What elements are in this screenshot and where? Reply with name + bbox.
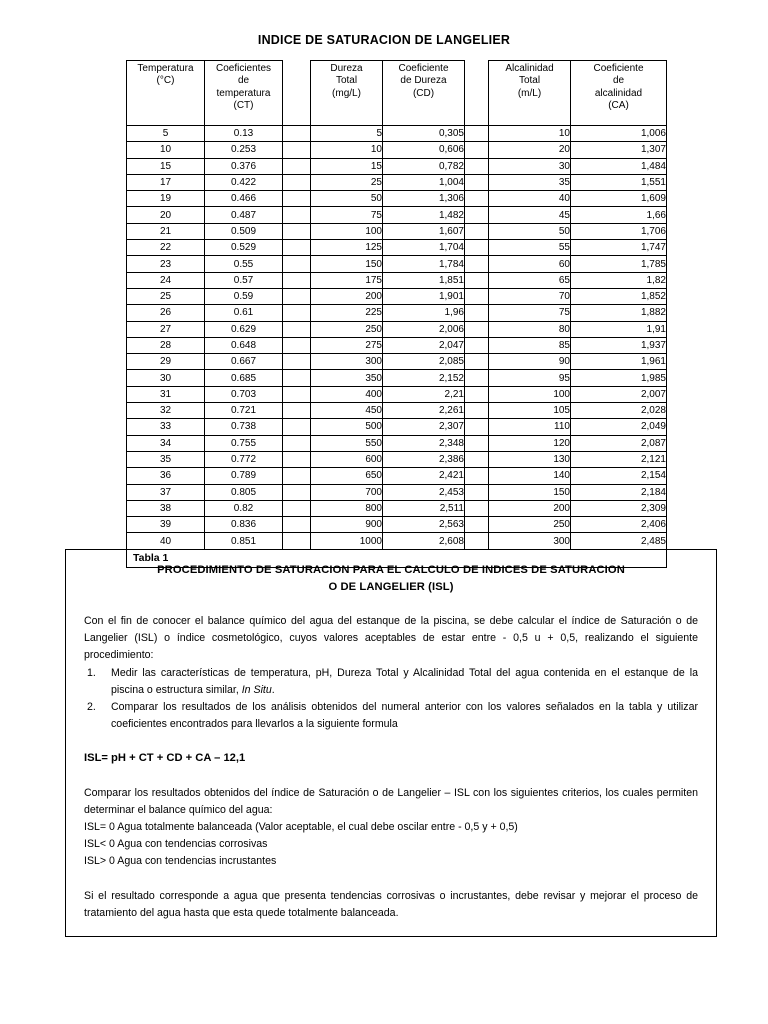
cell-spacer-1 <box>283 435 311 451</box>
procedure-title-line2: O DE LANGELIER (ISL) <box>328 581 454 593</box>
table-row <box>127 419 667 435</box>
cell-spacer-2 <box>465 370 489 386</box>
cell-alcalinidad-total: 105 <box>489 403 571 419</box>
cell-coeficiente-temperatura: 0.836 <box>205 517 283 533</box>
cell-coeficiente-temperatura: 0.755 <box>205 435 283 451</box>
cell-coeficiente-dureza: 0,606 <box>383 142 465 158</box>
cell-spacer-2 <box>465 288 489 304</box>
header-temperatura <box>127 61 205 126</box>
cell-spacer-1 <box>283 191 311 207</box>
header-coeficiente-alcalinidad <box>571 61 667 126</box>
spacer-before-closing <box>84 871 698 888</box>
table-row <box>127 386 667 402</box>
table-row <box>127 191 667 207</box>
cell-temperatura: 30 <box>127 370 205 386</box>
cell-coeficiente-temperatura: 0.851 <box>205 533 283 549</box>
cell-dureza-total: 800 <box>311 500 383 516</box>
cell-spacer-1 <box>283 207 311 223</box>
cell-alcalinidad-total: 130 <box>489 451 571 467</box>
cell-coeficiente-dureza: 0,305 <box>383 126 465 142</box>
cell-alcalinidad-total: 60 <box>489 256 571 272</box>
procedure-step-1 <box>84 665 698 699</box>
cell-spacer-1 <box>283 305 311 321</box>
header-ca-line3: alcalinidad <box>594 87 643 99</box>
cell-coeficiente-dureza: 1,306 <box>383 191 465 207</box>
cell-spacer-1 <box>283 240 311 256</box>
procedure-body <box>84 613 698 922</box>
table-caption: Tabla 1 <box>127 549 667 567</box>
cell-alcalinidad-total: 120 <box>489 435 571 451</box>
cell-dureza-total: 25 <box>311 174 383 190</box>
cell-spacer-1 <box>283 223 311 239</box>
cell-coeficiente-alcalinidad: 2,309 <box>571 500 667 516</box>
table-row <box>127 142 667 158</box>
cell-coeficiente-dureza: 2,453 <box>383 484 465 500</box>
cell-temperatura: 36 <box>127 468 205 484</box>
cell-coeficiente-dureza: 2,348 <box>383 435 465 451</box>
cell-coeficiente-alcalinidad: 1,937 <box>571 337 667 353</box>
cell-coeficiente-alcalinidad: 2,184 <box>571 484 667 500</box>
cell-spacer-2 <box>465 468 489 484</box>
header-alcalinidad-line2: Total <box>518 75 541 87</box>
table-row <box>127 321 667 337</box>
cell-alcalinidad-total: 250 <box>489 517 571 533</box>
cell-alcalinidad-total: 35 <box>489 174 571 190</box>
cell-coeficiente-alcalinidad: 1,484 <box>571 158 667 174</box>
cell-spacer-2 <box>465 419 489 435</box>
cell-coeficiente-temperatura: 0.805 <box>205 484 283 500</box>
cell-coeficiente-dureza: 2,006 <box>383 321 465 337</box>
cell-coeficiente-temperatura: 0.629 <box>205 321 283 337</box>
cell-spacer-2 <box>465 403 489 419</box>
cell-dureza-total: 275 <box>311 337 383 353</box>
cell-alcalinidad-total: 20 <box>489 142 571 158</box>
cell-alcalinidad-total: 150 <box>489 484 571 500</box>
step-1-text-italic: In Situ <box>241 683 272 696</box>
cell-coeficiente-dureza: 1,901 <box>383 288 465 304</box>
header-cd-line3: (CD) <box>412 87 435 99</box>
cell-coeficiente-temperatura: 0.721 <box>205 403 283 419</box>
table-row <box>127 435 667 451</box>
cell-coeficiente-alcalinidad: 1,551 <box>571 174 667 190</box>
cell-temperatura: 38 <box>127 500 205 516</box>
cell-coeficiente-alcalinidad: 1,852 <box>571 288 667 304</box>
criteria-intro: Comparar los resultados obtenidos del índice de Saturación o de Langelier – ISL con los siguientes criterios, los cuales permiten determinar el balance químico del agua: <box>84 786 698 816</box>
cell-alcalinidad-total: 100 <box>489 386 571 402</box>
isl-formula: ISL= pH + CT + CD + CA – 12,1 <box>84 752 246 765</box>
cell-alcalinidad-total: 85 <box>489 337 571 353</box>
page-title: INDICE DE SATURACION DE LANGELIER <box>257 33 511 47</box>
cell-coeficiente-alcalinidad: 1,307 <box>571 142 667 158</box>
cell-dureza-total: 5 <box>311 126 383 142</box>
cell-spacer-2 <box>465 174 489 190</box>
cell-temperatura: 19 <box>127 191 205 207</box>
step-1-number: 1. <box>87 666 96 679</box>
cell-dureza-total: 450 <box>311 403 383 419</box>
cell-spacer-2 <box>465 191 489 207</box>
cell-coeficiente-alcalinidad: 1,706 <box>571 223 667 239</box>
cell-coeficiente-dureza: 2,563 <box>383 517 465 533</box>
cell-temperatura: 21 <box>127 223 205 239</box>
cell-dureza-total: 700 <box>311 484 383 500</box>
cell-alcalinidad-total: 50 <box>489 223 571 239</box>
cell-spacer-2 <box>465 305 489 321</box>
procedure-title <box>84 562 698 596</box>
cell-temperatura: 15 <box>127 158 205 174</box>
cell-spacer-2 <box>465 451 489 467</box>
cell-dureza-total: 175 <box>311 272 383 288</box>
cell-temperatura: 29 <box>127 354 205 370</box>
cell-dureza-total: 250 <box>311 321 383 337</box>
cell-temperatura: 25 <box>127 288 205 304</box>
cell-coeficiente-dureza: 1,482 <box>383 207 465 223</box>
criteria-item-1: ISL< 0 Agua con tendencias corrosivas <box>84 838 268 851</box>
cell-coeficiente-dureza: 2,511 <box>383 500 465 516</box>
step-1-text-a: Medir las características de temperatura, pH, Dureza Total y Alcalinidad Total del agua contenida en el estanque de la piscina o estructura similar, <box>111 666 698 696</box>
table-row <box>127 370 667 386</box>
header-spacer-2 <box>465 61 489 126</box>
table-row <box>127 468 667 484</box>
cell-spacer-1 <box>283 484 311 500</box>
header-cd-line1: Coeficiente <box>398 63 449 74</box>
step-1-text-b: . <box>271 683 275 696</box>
table-header-row <box>127 61 667 126</box>
cell-coeficiente-temperatura: 0.509 <box>205 223 283 239</box>
cell-coeficiente-alcalinidad: 1,985 <box>571 370 667 386</box>
cell-spacer-1 <box>283 403 311 419</box>
criteria-item-2: ISL> 0 Agua con tendencias incrustantes <box>84 855 277 868</box>
header-ct-line2: de <box>237 75 250 87</box>
table-row <box>127 256 667 272</box>
header-dureza-line1: Dureza <box>330 63 363 74</box>
cell-dureza-total: 900 <box>311 517 383 533</box>
cell-dureza-total: 75 <box>311 207 383 223</box>
cell-spacer-1 <box>283 451 311 467</box>
cell-coeficiente-dureza: 2,421 <box>383 468 465 484</box>
cell-temperatura: 39 <box>127 517 205 533</box>
table-row <box>127 337 667 353</box>
step-2-number: 2. <box>87 701 96 714</box>
cell-spacer-2 <box>465 223 489 239</box>
cell-coeficiente-dureza: 0,782 <box>383 158 465 174</box>
cell-coeficiente-temperatura: 0.13 <box>205 126 283 142</box>
cell-spacer-2 <box>465 256 489 272</box>
cell-coeficiente-alcalinidad: 1,006 <box>571 126 667 142</box>
cell-spacer-1 <box>283 370 311 386</box>
cell-temperatura: 28 <box>127 337 205 353</box>
header-dureza-line3: (mg/L) <box>332 87 361 99</box>
cell-coeficiente-temperatura: 0.703 <box>205 386 283 402</box>
cell-coeficiente-alcalinidad: 2,087 <box>571 435 667 451</box>
cell-coeficiente-temperatura: 0.82 <box>205 500 283 516</box>
cell-coeficiente-temperatura: 0.772 <box>205 451 283 467</box>
table-row <box>127 223 667 239</box>
cell-spacer-1 <box>283 126 311 142</box>
cell-coeficiente-alcalinidad: 1,785 <box>571 256 667 272</box>
cell-spacer-2 <box>465 337 489 353</box>
cell-alcalinidad-total: 55 <box>489 240 571 256</box>
cell-dureza-total: 50 <box>311 191 383 207</box>
cell-temperatura: 37 <box>127 484 205 500</box>
cell-alcalinidad-total: 45 <box>489 207 571 223</box>
cell-dureza-total: 10 <box>311 142 383 158</box>
cell-spacer-2 <box>465 240 489 256</box>
cell-spacer-2 <box>465 272 489 288</box>
cell-spacer-1 <box>283 174 311 190</box>
cell-alcalinidad-total: 300 <box>489 533 571 549</box>
cell-alcalinidad-total: 30 <box>489 158 571 174</box>
table-row <box>127 288 667 304</box>
cell-coeficiente-dureza: 2,261 <box>383 403 465 419</box>
cell-spacer-1 <box>283 419 311 435</box>
cell-spacer-1 <box>283 337 311 353</box>
table-row <box>127 451 667 467</box>
cell-coeficiente-dureza: 2,047 <box>383 337 465 353</box>
cell-temperatura: 17 <box>127 174 205 190</box>
cell-dureza-total: 550 <box>311 435 383 451</box>
cell-alcalinidad-total: 80 <box>489 321 571 337</box>
cell-dureza-total: 150 <box>311 256 383 272</box>
cell-coeficiente-alcalinidad: 2,049 <box>571 419 667 435</box>
procedure-intro: Con el fin de conocer el balance químico del agua del estanque de la piscina, se debe calcular el índice de Saturación o de Langelier (ISL) o índice cosmetológico, cuyos valores aceptables de estar entre - 0,5 u + 0,5, realizando el siguiente procedimiento: <box>84 615 698 662</box>
cell-dureza-total: 350 <box>311 370 383 386</box>
cell-coeficiente-alcalinidad: 1,609 <box>571 191 667 207</box>
cell-spacer-1 <box>283 272 311 288</box>
cell-coeficiente-alcalinidad: 1,91 <box>571 321 667 337</box>
cell-dureza-total: 200 <box>311 288 383 304</box>
closing-paragraph: Si el resultado corresponde a agua que presenta tendencias corrosivas o incrustantes, debe revisar y mejorar el proceso de tratamiento del agua hasta que esta quede totalmente balanceada. <box>84 889 698 919</box>
cell-spacer-2 <box>465 142 489 158</box>
table-row <box>127 126 667 142</box>
header-coeficiente-dureza <box>383 61 465 126</box>
cell-spacer-2 <box>465 207 489 223</box>
cell-coeficiente-dureza: 2,21 <box>383 386 465 402</box>
table-row <box>127 240 667 256</box>
cell-coeficiente-alcalinidad: 2,121 <box>571 451 667 467</box>
cell-alcalinidad-total: 70 <box>489 288 571 304</box>
cell-temperatura: 34 <box>127 435 205 451</box>
procedure-steps <box>84 665 698 734</box>
cell-coeficiente-dureza: 1,851 <box>383 272 465 288</box>
table-body <box>127 126 667 550</box>
cell-alcalinidad-total: 10 <box>489 126 571 142</box>
cell-alcalinidad-total: 110 <box>489 419 571 435</box>
cell-coeficiente-dureza: 1,704 <box>383 240 465 256</box>
cell-spacer-1 <box>283 354 311 370</box>
cell-spacer-2 <box>465 484 489 500</box>
header-alcalinidad-line1: Alcalinidad <box>505 63 554 74</box>
table-row <box>127 207 667 223</box>
cell-coeficiente-temperatura: 0.55 <box>205 256 283 272</box>
header-ct-line3: temperatura <box>216 87 271 99</box>
cell-coeficiente-alcalinidad: 1,961 <box>571 354 667 370</box>
cell-temperatura: 22 <box>127 240 205 256</box>
cell-dureza-total: 650 <box>311 468 383 484</box>
cell-coeficiente-dureza: 2,307 <box>383 419 465 435</box>
cell-coeficiente-temperatura: 0.59 <box>205 288 283 304</box>
cell-alcalinidad-total: 140 <box>489 468 571 484</box>
spacer-before-formula <box>84 733 698 750</box>
header-alcalinidad-line3: (m/L) <box>517 87 542 99</box>
cell-temperatura: 32 <box>127 403 205 419</box>
header-ca-line4: (CA) <box>608 100 629 112</box>
header-ct-line1: Coeficientes <box>215 63 272 74</box>
header-ct-line4: (CT) <box>233 100 254 112</box>
header-dureza-total <box>311 61 383 126</box>
table-row <box>127 305 667 321</box>
cell-dureza-total: 100 <box>311 223 383 239</box>
cell-dureza-total: 225 <box>311 305 383 321</box>
cell-dureza-total: 500 <box>311 419 383 435</box>
cell-spacer-1 <box>283 500 311 516</box>
table-row <box>127 354 667 370</box>
cell-coeficiente-dureza: 1,607 <box>383 223 465 239</box>
cell-spacer-2 <box>465 354 489 370</box>
cell-spacer-1 <box>283 158 311 174</box>
cell-coeficiente-alcalinidad: 2,028 <box>571 403 667 419</box>
cell-spacer-1 <box>283 142 311 158</box>
cell-temperatura: 33 <box>127 419 205 435</box>
header-coeficiente-temperatura <box>205 61 283 126</box>
cell-coeficiente-temperatura: 0.487 <box>205 207 283 223</box>
cell-spacer-2 <box>465 435 489 451</box>
cell-coeficiente-alcalinidad: 2,154 <box>571 468 667 484</box>
cell-alcalinidad-total: 75 <box>489 305 571 321</box>
cell-spacer-2 <box>465 126 489 142</box>
header-cd-line2: de Dureza <box>400 75 447 87</box>
cell-temperatura: 23 <box>127 256 205 272</box>
header-ca-line1: Coeficiente <box>593 63 644 74</box>
cell-spacer-1 <box>283 256 311 272</box>
cell-coeficiente-alcalinidad: 1,66 <box>571 207 667 223</box>
cell-dureza-total: 15 <box>311 158 383 174</box>
cell-coeficiente-temperatura: 0.376 <box>205 158 283 174</box>
header-spacer-1 <box>283 61 311 126</box>
cell-coeficiente-temperatura: 0.57 <box>205 272 283 288</box>
cell-coeficiente-dureza: 1,004 <box>383 174 465 190</box>
cell-coeficiente-dureza: 1,96 <box>383 305 465 321</box>
table-row <box>127 403 667 419</box>
cell-dureza-total: 300 <box>311 354 383 370</box>
header-temperatura-line2: (°C) <box>156 75 175 87</box>
cell-coeficiente-dureza: 2,386 <box>383 451 465 467</box>
cell-spacer-1 <box>283 288 311 304</box>
table-row <box>127 174 667 190</box>
cell-spacer-2 <box>465 500 489 516</box>
step-2-text: Comparar los resultados de los análisis obtenidos del numeral anterior con los valores señalados en la tabla y utilizar coeficientes encontrados para llevarlos a la siguiente formula <box>111 701 698 731</box>
cell-temperatura: 35 <box>127 451 205 467</box>
cell-alcalinidad-total: 65 <box>489 272 571 288</box>
cell-coeficiente-alcalinidad: 1,82 <box>571 272 667 288</box>
header-dureza-line2: Total <box>335 75 358 87</box>
cell-spacer-2 <box>465 517 489 533</box>
cell-coeficiente-temperatura: 0.789 <box>205 468 283 484</box>
cell-temperatura: 24 <box>127 272 205 288</box>
cell-coeficiente-alcalinidad: 1,747 <box>571 240 667 256</box>
procedure-step-2 <box>84 699 698 733</box>
cell-alcalinidad-total: 200 <box>489 500 571 516</box>
cell-coeficiente-temperatura: 0.61 <box>205 305 283 321</box>
cell-temperatura: 27 <box>127 321 205 337</box>
cell-spacer-1 <box>283 468 311 484</box>
spacer-after-formula <box>84 768 698 785</box>
cell-coeficiente-temperatura: 0.529 <box>205 240 283 256</box>
cell-coeficiente-temperatura: 0.253 <box>205 142 283 158</box>
cell-temperatura: 10 <box>127 142 205 158</box>
cell-spacer-2 <box>465 158 489 174</box>
langelier-table <box>126 60 667 568</box>
header-temperatura-line1: Temperatura <box>137 63 194 74</box>
criteria-item-0: ISL= 0 Agua totalmente balanceada (Valor aceptable, el cual debe oscilar entre - 0,5 y + 0,5) <box>84 821 518 834</box>
cell-spacer-2 <box>465 386 489 402</box>
cell-dureza-total: 400 <box>311 386 383 402</box>
table-row <box>127 484 667 500</box>
cell-alcalinidad-total: 90 <box>489 354 571 370</box>
header-alcalinidad-total <box>489 61 571 126</box>
cell-coeficiente-alcalinidad: 2,485 <box>571 533 667 549</box>
cell-alcalinidad-total: 95 <box>489 370 571 386</box>
cell-coeficiente-alcalinidad: 2,007 <box>571 386 667 402</box>
cell-dureza-total: 600 <box>311 451 383 467</box>
cell-temperatura: 20 <box>127 207 205 223</box>
table-row <box>127 533 667 549</box>
cell-dureza-total: 125 <box>311 240 383 256</box>
cell-spacer-1 <box>283 517 311 533</box>
cell-coeficiente-dureza: 2,608 <box>383 533 465 549</box>
cell-spacer-1 <box>283 321 311 337</box>
table-row <box>127 158 667 174</box>
table-row <box>127 500 667 516</box>
cell-coeficiente-temperatura: 0.422 <box>205 174 283 190</box>
langelier-table-container <box>126 60 666 568</box>
cell-coeficiente-temperatura: 0.466 <box>205 191 283 207</box>
cell-coeficiente-dureza: 2,152 <box>383 370 465 386</box>
table-row <box>127 517 667 533</box>
procedure-box <box>65 549 717 937</box>
cell-temperatura: 40 <box>127 533 205 549</box>
cell-coeficiente-alcalinidad: 2,406 <box>571 517 667 533</box>
cell-coeficiente-alcalinidad: 1,882 <box>571 305 667 321</box>
header-ca-line2: de <box>612 75 625 87</box>
cell-dureza-total: 1000 <box>311 533 383 549</box>
cell-temperatura: 26 <box>127 305 205 321</box>
cell-spacer-1 <box>283 533 311 549</box>
table-row <box>127 272 667 288</box>
cell-coeficiente-temperatura: 0.685 <box>205 370 283 386</box>
cell-spacer-2 <box>465 321 489 337</box>
cell-coeficiente-temperatura: 0.667 <box>205 354 283 370</box>
cell-coeficiente-temperatura: 0.738 <box>205 419 283 435</box>
cell-spacer-2 <box>465 533 489 549</box>
cell-temperatura: 5 <box>127 126 205 142</box>
cell-coeficiente-dureza: 1,784 <box>383 256 465 272</box>
cell-coeficiente-temperatura: 0.648 <box>205 337 283 353</box>
procedure-title-line1: PROCEDIMIENTO DE SATURACION PARA EL CALCULO DE INDICES DE SATURACION <box>157 564 625 576</box>
cell-spacer-1 <box>283 386 311 402</box>
cell-temperatura: 31 <box>127 386 205 402</box>
cell-alcalinidad-total: 40 <box>489 191 571 207</box>
cell-coeficiente-dureza: 2,085 <box>383 354 465 370</box>
